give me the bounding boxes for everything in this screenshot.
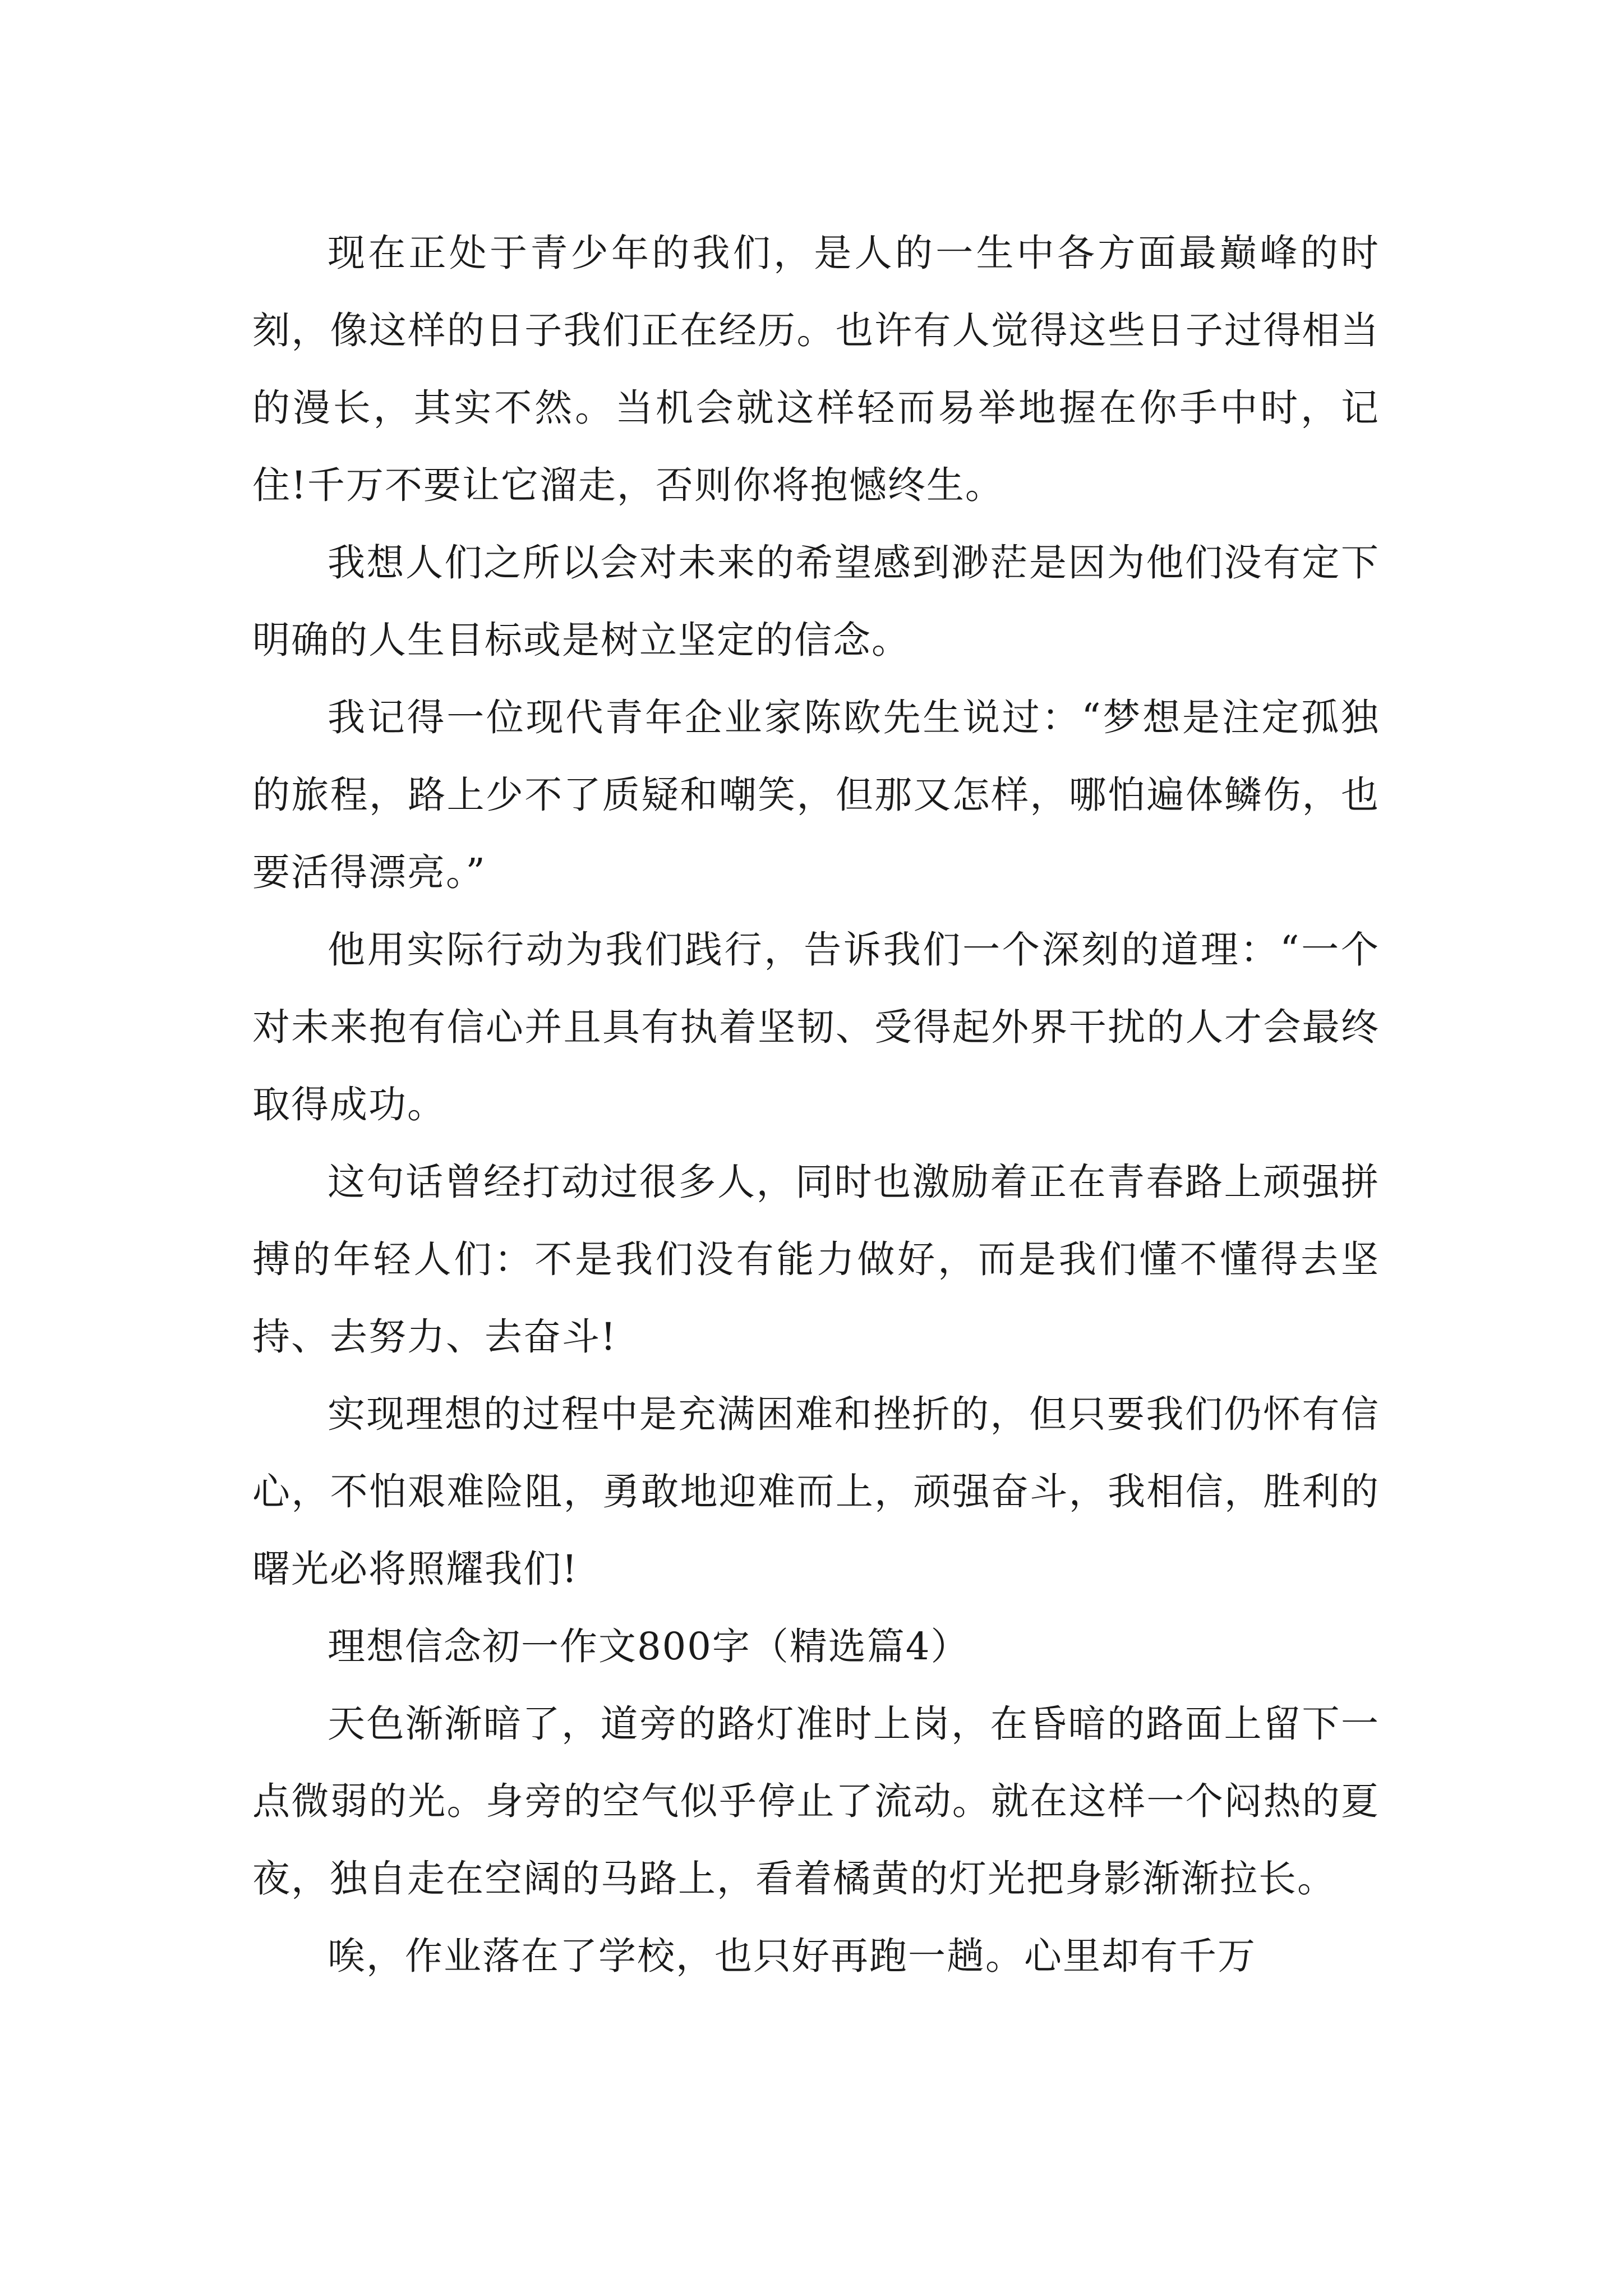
- section-heading: 理想信念初一作文800字（精选篇4）: [328, 1625, 970, 1668]
- paragraph-2: 我想人们之所以会对未来的希望感到渺茫是因为他们没有定下明确的人生目标或是树立坚定的信念。: [252, 541, 1380, 662]
- paragraph-6: 实现理想的过程中是充满困难和挫折的，但只要我们仍怀有信心，不怕艰难险阻，勇敢地迎难而上，顽强奋斗，我相信，胜利的曙光必将照耀我们!: [252, 1392, 1380, 1591]
- paragraph-7: 天色渐渐暗了，道旁的路灯准时上岗，在昏暗的路面上留下一点微弱的光。身旁的空气似乎停止了流动。就在这样一个闷热的夏夜，独自走在空阔的马路上，看着橘黄的灯光把身影渐渐拉长。: [252, 1702, 1380, 1901]
- paragraph-4: 他用实际行动为我们践行，告诉我们一个深刻的道理：“一个对未来抱有信心并且具有执着坚韧、受得起外界干扰的人才会最终取得成功。: [252, 928, 1380, 1126]
- paragraph-3: 我记得一位现代青年企业家陈欧先生说过：“梦想是注定孤独的旅程，路上少不了质疑和嘲笑，但那又怎样，哪怕遍体鳞伤，也要活得漂亮。”: [252, 696, 1380, 894]
- paragraph-1: 现在正处于青少年的我们，是人的一生中各方面最巅峰的时刻，像这样的日子我们正在经历。也许有人觉得这些日子过得相当的漫长，其实不然。当机会就这样轻而易举地握在你手中时，记住!千万不要让它溜走，否则你将抱憾终生。: [252, 231, 1380, 507]
- paragraph-5: 这句话曾经打动过很多人，同时也激励着正在青春路上顽强拼搏的年轻人们：不是我们没有能力做好，而是我们懂不懂得去坚持、去努力、去奋斗!: [252, 1160, 1380, 1359]
- paragraph-8: 唉，作业落在了学校，也只好再跑一趟。心里却有千万: [328, 1934, 1256, 1978]
- document-body: [252, 214, 1380, 1995]
